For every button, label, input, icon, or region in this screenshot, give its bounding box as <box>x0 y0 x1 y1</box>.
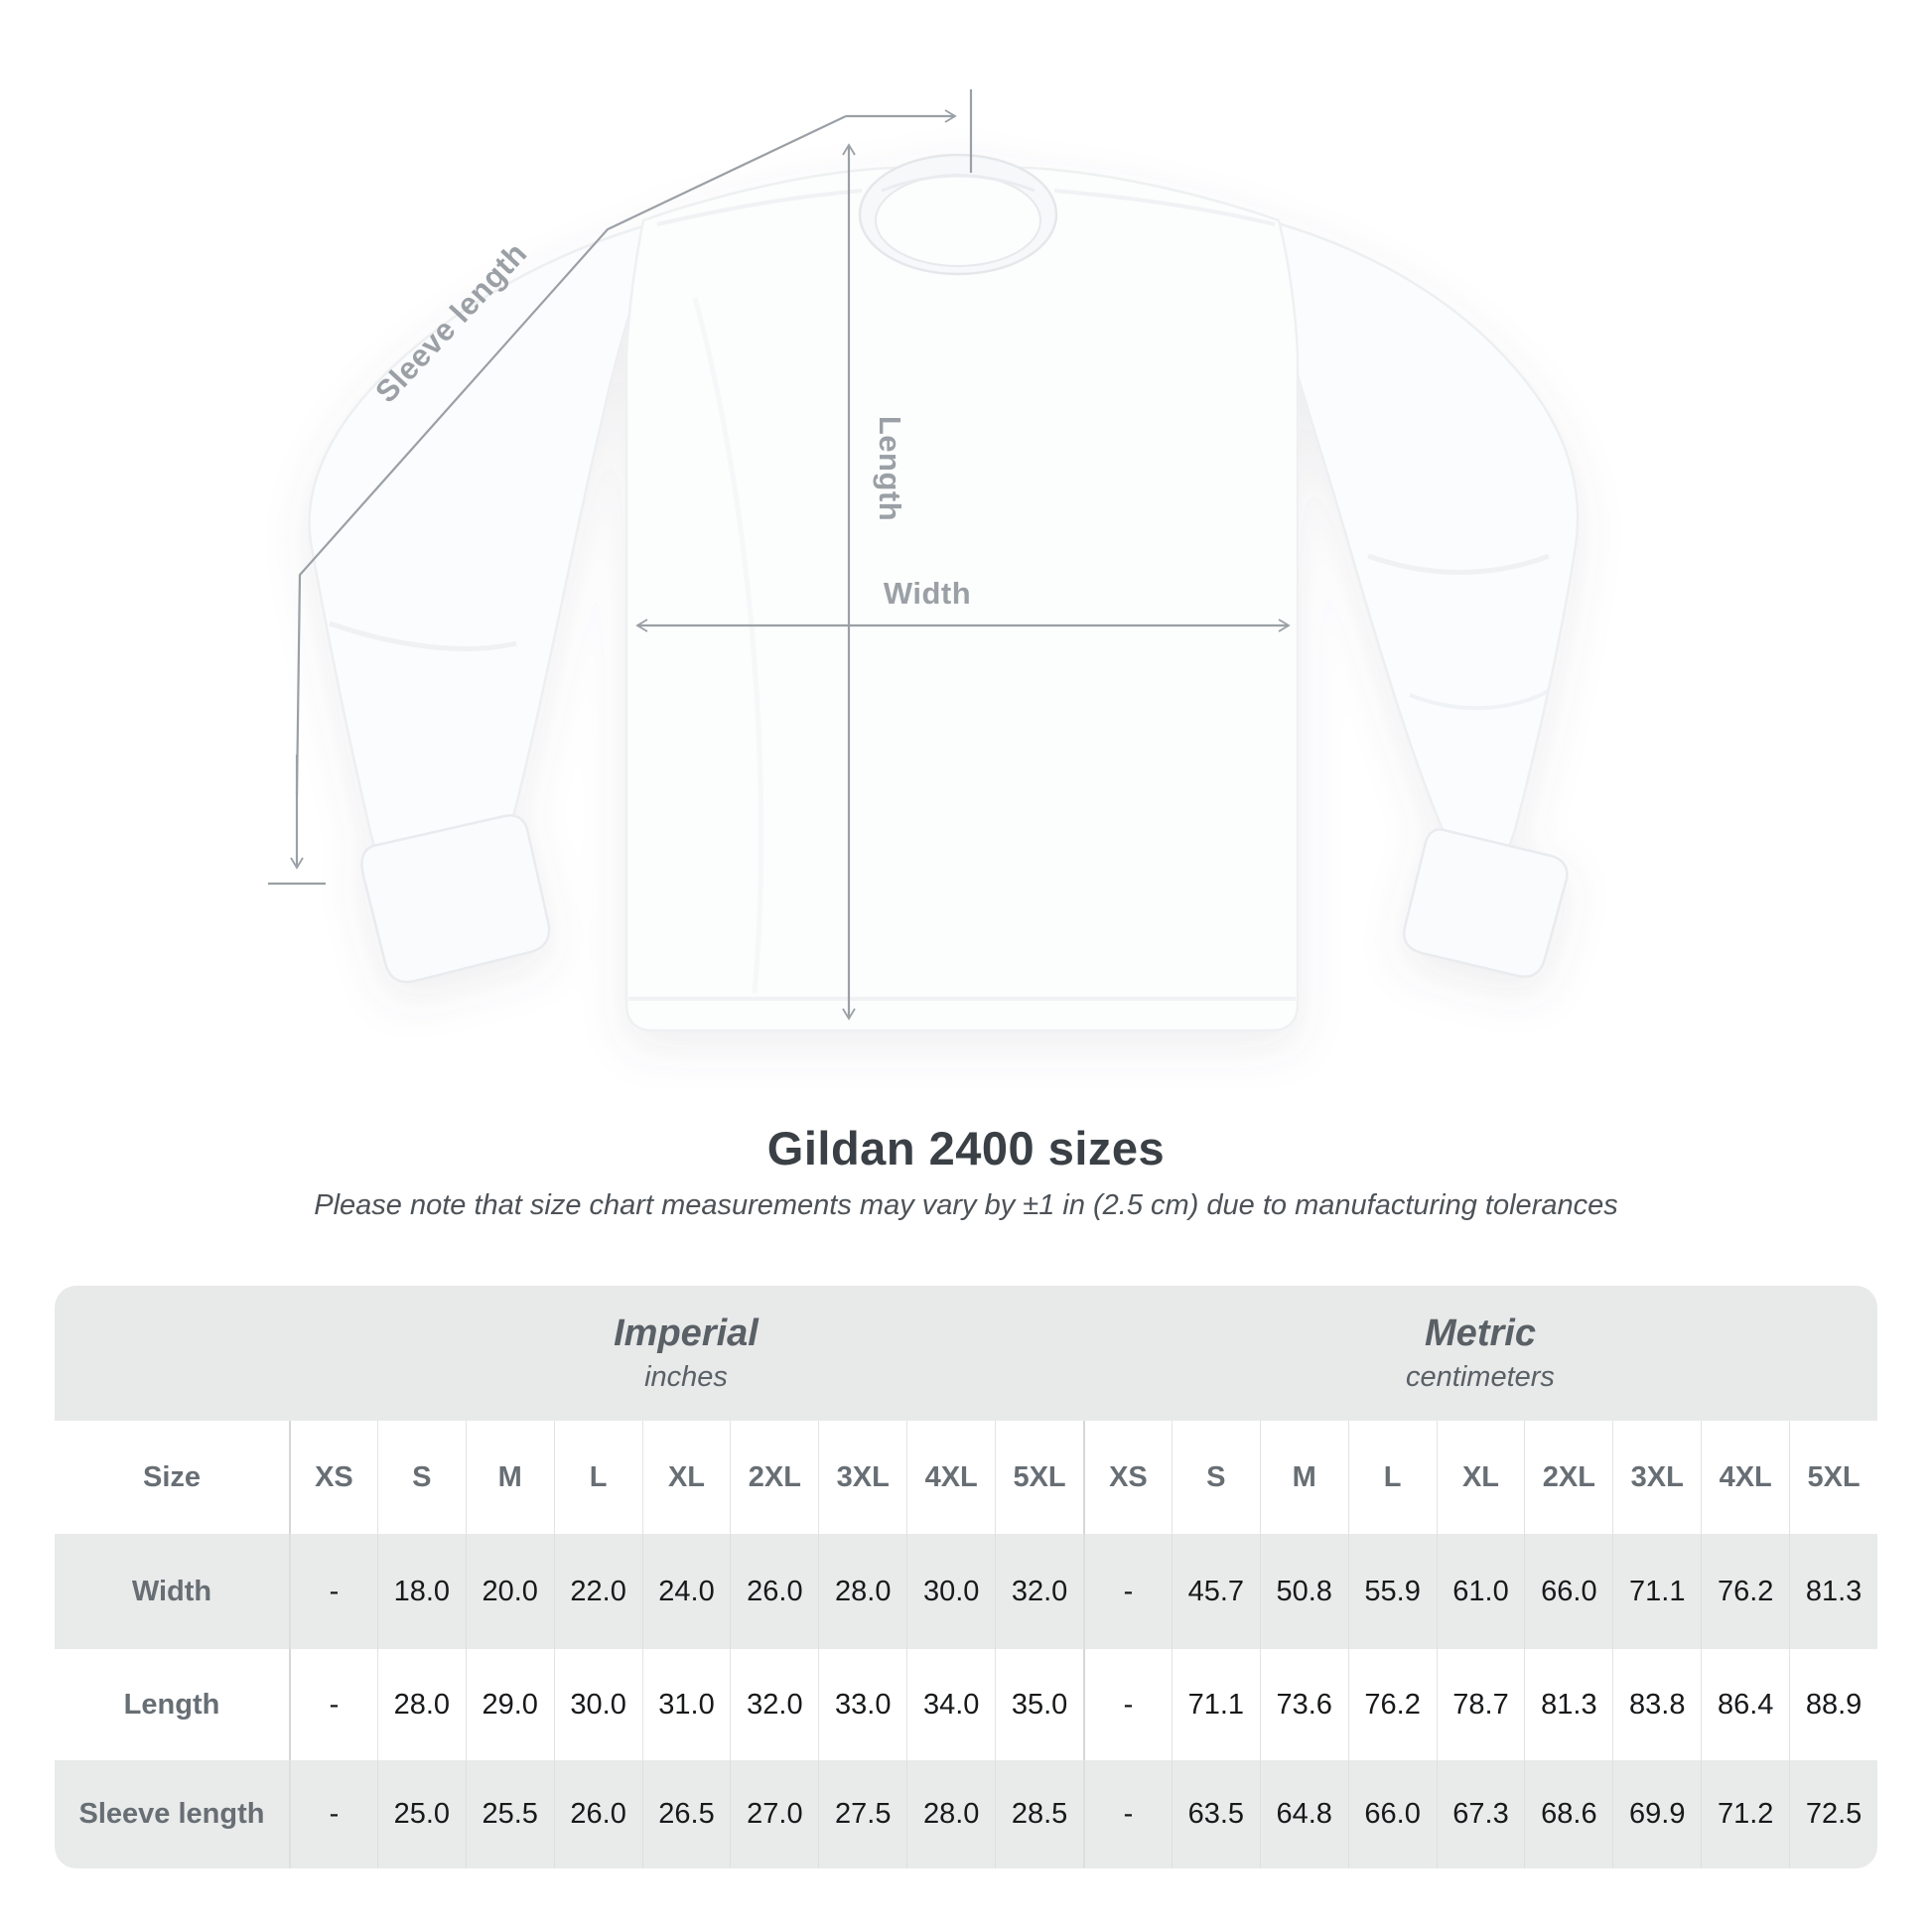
value-cell: 35.0 <box>995 1649 1083 1760</box>
value-cell: 27.0 <box>730 1760 818 1868</box>
metric-title: Metric <box>1425 1312 1536 1354</box>
value-cell: 81.3 <box>1789 1534 1877 1649</box>
imperial-header <box>289 1286 1083 1421</box>
value-cell: - <box>1083 1534 1172 1649</box>
value-cell: 64.8 <box>1260 1760 1348 1868</box>
value-cell: 68.6 <box>1524 1760 1612 1868</box>
size-col-imperial-m: M <box>466 1421 554 1534</box>
value-cell: 28.0 <box>818 1534 906 1649</box>
value-cell: 30.0 <box>554 1649 642 1760</box>
size-col-imperial-3xl: 3XL <box>818 1421 906 1534</box>
value-cell: 76.2 <box>1701 1534 1789 1649</box>
size-col-imperial-l: L <box>554 1421 642 1534</box>
value-cell: 26.5 <box>642 1760 731 1868</box>
value-cell: - <box>1083 1649 1172 1760</box>
value-cell: 25.5 <box>466 1760 554 1868</box>
sleeve-length-label: Sleeve length <box>368 235 534 410</box>
value-cell: 63.5 <box>1172 1760 1260 1868</box>
value-cell: 67.3 <box>1437 1760 1525 1868</box>
size-col-metric-s: S <box>1172 1421 1260 1534</box>
value-cell: - <box>289 1649 377 1760</box>
row-label-width: Width <box>131 1575 212 1607</box>
value-cell: 81.3 <box>1524 1649 1612 1760</box>
value-cell: 24.0 <box>642 1534 731 1649</box>
value-cell: 28.0 <box>906 1760 995 1868</box>
value-cell: 32.0 <box>730 1649 818 1760</box>
value-cell: 30.0 <box>906 1534 995 1649</box>
size-header-row <box>55 1421 1877 1534</box>
value-cell: 27.5 <box>818 1760 906 1868</box>
value-cell: 71.1 <box>1612 1534 1701 1649</box>
value-cell: 66.0 <box>1524 1534 1612 1649</box>
size-col-metric-5xl: 5XL <box>1789 1421 1877 1534</box>
title-block <box>0 1120 1932 1225</box>
value-cell: 73.6 <box>1260 1649 1348 1760</box>
imperial-title: Imperial <box>614 1312 759 1354</box>
size-col-metric-xs: XS <box>1083 1421 1172 1534</box>
shirt-right-cuff <box>1404 830 1567 977</box>
value-cell: 45.7 <box>1172 1534 1260 1649</box>
unit-band-spacer <box>55 1286 289 1421</box>
row-label-length: Length <box>123 1688 220 1721</box>
size-table <box>55 1286 1877 1868</box>
tolerance-note: Please note that size chart measurements may vary by ±1 in (2.5 cm) due to manufacturing tolerances <box>314 1189 1618 1221</box>
size-col-imperial-xs: XS <box>289 1421 377 1534</box>
value-cell: 86.4 <box>1701 1649 1789 1760</box>
metric-header <box>1083 1286 1877 1421</box>
size-col-metric-xl: XL <box>1437 1421 1525 1534</box>
size-col-metric-4xl: 4XL <box>1701 1421 1789 1534</box>
value-cell: 88.9 <box>1789 1649 1877 1760</box>
size-col-metric-l: L <box>1348 1421 1437 1534</box>
value-cell: 61.0 <box>1437 1534 1525 1649</box>
unit-band <box>55 1286 1877 1421</box>
value-cell: 71.2 <box>1701 1760 1789 1868</box>
value-cell: 26.0 <box>730 1534 818 1649</box>
row-label-sleeve-length: Sleeve length <box>78 1798 265 1830</box>
value-cell: - <box>1083 1760 1172 1868</box>
size-header-label: Size <box>142 1460 202 1493</box>
shirt-collar-inner <box>876 175 1040 266</box>
value-cell: 32.0 <box>995 1534 1083 1649</box>
value-cell: 31.0 <box>642 1649 731 1760</box>
value-cell: 76.2 <box>1348 1649 1437 1760</box>
value-cell: 25.0 <box>377 1760 466 1868</box>
size-col-metric-3xl: 3XL <box>1612 1421 1701 1534</box>
value-cell: 66.0 <box>1348 1760 1437 1868</box>
shirt-left-sleeve <box>310 222 657 860</box>
value-cell: 28.5 <box>995 1760 1083 1868</box>
size-col-metric-m: M <box>1260 1421 1348 1534</box>
metric-unit: centimeters <box>1406 1361 1555 1393</box>
value-cell: 78.7 <box>1437 1649 1525 1760</box>
size-col-imperial-xl: XL <box>642 1421 731 1534</box>
table-row-sleeve-length <box>55 1760 1877 1868</box>
size-col-metric-2xl: 2XL <box>1524 1421 1612 1534</box>
size-col-imperial-5xl: 5XL <box>995 1421 1083 1534</box>
value-cell: 29.0 <box>466 1649 554 1760</box>
value-cell: 22.0 <box>554 1534 642 1649</box>
table-row-width <box>55 1534 1877 1649</box>
value-cell: 28.0 <box>377 1649 466 1760</box>
shirt-right-sleeve <box>1275 222 1578 850</box>
table-row-length <box>55 1649 1877 1760</box>
imperial-unit: inches <box>644 1361 728 1393</box>
value-cell: 50.8 <box>1260 1534 1348 1649</box>
size-col-imperial-s: S <box>377 1421 466 1534</box>
size-col-imperial-4xl: 4XL <box>906 1421 995 1534</box>
value-cell: 18.0 <box>377 1534 466 1649</box>
value-cell: 71.1 <box>1172 1649 1260 1760</box>
value-cell: - <box>289 1534 377 1649</box>
page-title: Gildan 2400 sizes <box>766 1122 1166 1174</box>
length-label: Length <box>873 415 907 522</box>
value-cell: 55.9 <box>1348 1534 1437 1649</box>
value-cell: 83.8 <box>1612 1649 1701 1760</box>
value-cell: 69.9 <box>1612 1760 1701 1868</box>
value-cell: 33.0 <box>818 1649 906 1760</box>
value-cell: 72.5 <box>1789 1760 1877 1868</box>
value-cell: 26.0 <box>554 1760 642 1868</box>
size-col-imperial-2xl: 2XL <box>730 1421 818 1534</box>
value-cell: 20.0 <box>466 1534 554 1649</box>
width-label: Width <box>883 576 972 611</box>
value-cell: 34.0 <box>906 1649 995 1760</box>
value-cell: - <box>289 1760 377 1868</box>
